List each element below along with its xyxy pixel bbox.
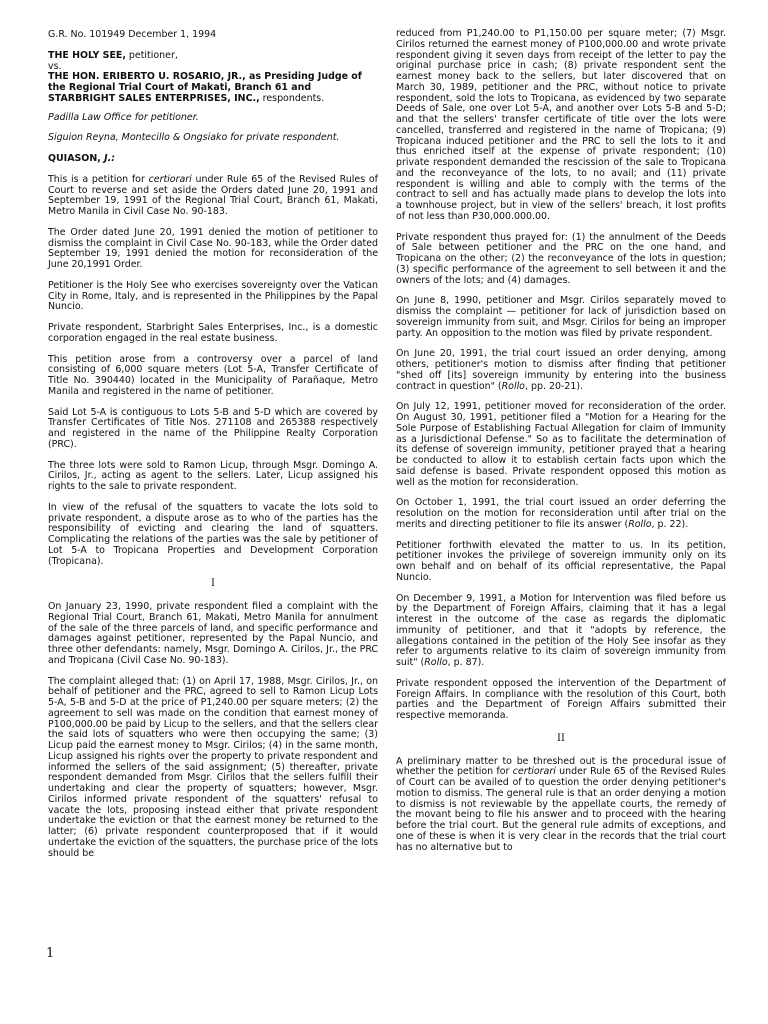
paragraph: The Order dated June 20, 1991 denied the motion of petitioner to dismiss the complaint in Civil Case No. 90-183, while the Order dated September 19, 1991 denied the motion for reconsideration of the June 20,1991 Order. bbox=[48, 226, 378, 270]
text-run: On October 1, 1991, the trial court issued an order deferring the resolution on the motion for reconsideration until after trial on the merits and directing petitioner to file its answer ( bbox=[396, 497, 726, 530]
case-caption bbox=[48, 51, 378, 105]
text-run: , pp. 20-21). bbox=[524, 380, 584, 392]
counsel-petitioner: Padilla Law Office for petitioner. bbox=[48, 111, 199, 123]
paragraph: Private respondent opposed the intervention of the Department of Foreign Affairs. In compliance with the resolution of this Court, both parties and the Department of Foreign Affairs submitted their respective memoranda. bbox=[396, 677, 726, 721]
paragraph: Private respondent, Starbright Sales Enterprises, Inc., is a domestic corporation engaged in the real estate business. bbox=[48, 322, 378, 344]
paragraph bbox=[396, 349, 726, 392]
paragraph: reduced from P1,240.00 to P1,150.00 per square meter; (7) Msgr. Cirilos returned the earnest money of P100,000.00 and wrote private respondent giving it seven days from receipt of the letter to pay the original purchase price in cash; (8) private respondent sent the earnest money back to the sellers, but later discovered that on March 30, 1989, petitioner and the PRC, without notice to private respondent, sold the lots to Tropicana, as evidenced by two separate Deeds of Sale, one over Lot 5-A, and another over Lots 5-B and 5-D; and that the sellers' transfer certificate of title over the lots were cancelled, transferred and registered in the name of Tropicana; (9) Tropicana induced petitioner and the PRC to sell the lots to it and thus enriched itself at the expense of private respondent; (10) private respondent demanded the rescission of the sale to Tropicana and the reconveyance of the lots, to no avail; and (11) private respondent is willing and able to comply with the terms of the contract to sell and has actually made plans to develop the lots into a townhouse project, but in view of the sellers' breach, it lost profits of not less than P30,000.000.00. bbox=[396, 28, 726, 222]
respondent-names: THE HON. ERIBERTO U. ROSARIO, JR., as Presiding Judge of the Regional Trial Court of Makati, Branch 61 and STARBRIGHT SALES ENTERPRISES, INC., bbox=[48, 71, 362, 104]
text-run: , p. 22). bbox=[651, 518, 689, 530]
paragraph: Private respondent thus prayed for: (1) the annulment of the Deeds of Sale between petitioner and the PRC on the one hand, and Tropicana on the other; (2) the reconveyance of the lots in question; (3) specific performance of the agreement to sell between it and the owners of the lots; and (4) damages. bbox=[396, 231, 726, 286]
left-column bbox=[48, 30, 378, 869]
text-run: On June 20, 1991, the trial court issued an order denying, among others, petitioner's motion to dismiss after finding that petitioner "shed off [its] sovereign immunity by entering into the business contract in question" ( bbox=[396, 348, 726, 392]
ponente bbox=[48, 154, 378, 165]
ponente-suffix: J.: bbox=[104, 153, 115, 164]
paragraph: Petitioner is the Holy See who exercises sovereignty over the Vatican City in Rome, Italy, and is represented in the Philippines by the Papal Nuncio. bbox=[48, 279, 378, 313]
text-run: under Rule 65 of the Revised Rules of Court can be availed of to question the order denying petitioner's motion to dismiss. The general rule is that an order denying a motion to dismiss is not reviewable by the appellate courts, the remedy of the movant being to file his answer and to proceed with the hearing before the trial court. But the general rule admits of exceptions, and one of these is when it is very clear in the records that the trial court has no alternative but to bbox=[396, 766, 726, 853]
paragraph: Said Lot 5-A is contiguous to Lots 5-B and 5-D which are covered by Transfer Certificates of Title Nos. 271108 and 265388 respectively and registered in the name of the Philippine Realty Corporation (PRC). bbox=[48, 406, 378, 450]
italic-term: Rollo bbox=[424, 657, 448, 668]
text-run: A preliminary matter to be threshed out is the procedural issue of whether the petition for bbox=[396, 755, 726, 778]
petitioner-role: petitioner, bbox=[125, 49, 178, 61]
text-run: This is a petition for bbox=[48, 173, 149, 185]
paragraph bbox=[396, 594, 726, 669]
right-column bbox=[396, 29, 726, 863]
paragraph: The three lots were sold to Ramon Licup, through Msgr. Domingo A. Cirilos, Jr., acting as agent to the sellers. Later, Licup assigned his rights to the sale to private respondent. bbox=[48, 459, 378, 492]
section-heading: II bbox=[557, 732, 565, 744]
versus: vs. bbox=[48, 60, 62, 72]
page-number: 1 bbox=[46, 946, 55, 961]
paragraph: Petitioner forthwith elevated the matter to us. In its petition, petitioner invokes the privilege of sovereign immunity only on its own behalf and on behalf of its official representative, the Papal Nuncio. bbox=[396, 539, 726, 583]
text-run: under Rule 65 of the Revised Rules of Court to reverse and set aside the Orders dated June 20, 1991 and September 19, 1991 of the Regional Trial Court, Branch 61, Makati, Metro Manila in Civil Case No. 90-183. bbox=[48, 173, 379, 217]
italic-term: certiorari bbox=[148, 173, 192, 185]
section-heading: I bbox=[211, 578, 215, 590]
paragraph: On July 12, 1991, petitioner moved for reconsideration of the order. On August 30, 1991, petitioner filed a "Motion for a Hearing for the Sole Purpose of Establishing Factual Allegation for claim of Immunity as a Jurisdictional Defense." So as to facilitate the determination of its defense of sovereign immunity, petitioner prayed that a hearing be conducted to allow it to establish certain facts upon which the said defense is based. Private respondent opposed this motion as well as the motion for reconsideration. bbox=[396, 401, 726, 488]
paragraph bbox=[48, 175, 378, 218]
paragraph: In view of the refusal of the squatters to vacate the lots sold to private respondent, a dispute arose as to who of the parties has the responsibility of evicting and clearing the land of squatters. Complicating the relations of the parties was the sale by petitioner of Lot 5-A to Tropicana Properties and Development Corporation (Tropicana). bbox=[48, 501, 378, 567]
paragraph bbox=[396, 498, 726, 530]
respondent-role: respondents. bbox=[259, 92, 325, 104]
counsel-respondent: Siguion Reyna, Montecillo & Ongsiako for private respondent. bbox=[48, 132, 340, 144]
text-run: , p. 87). bbox=[447, 657, 485, 668]
case-number: G.R. No. 101949 December 1, 1994 bbox=[48, 29, 217, 40]
paragraph: This petition arose from a controversy over a parcel of land consisting of 6,000 square meters (Lot 5-A, Transfer Certificate of Title No. 390440) located in the Municipality of Parañaque, Metro Manila and registered in the name of petitioner. bbox=[48, 353, 378, 397]
paragraph: On June 8, 1990, petitioner and Msgr. Cirilos separately moved to dismiss the complaint — petitioner for lack of jurisdiction based on sovereign immunity from suit, and Msgr. Cirilos for being an improper party. An opposition to the motion was filed by private respondent. bbox=[396, 295, 726, 339]
ponente-name: QUIASON, bbox=[48, 153, 101, 164]
paragraph: On January 23, 1990, private respondent filed a complaint with the Regional Trial Court, Branch 61, Makati, Metro Manila for annulment of the sale of the three parcels of land, and specific performance and damages against petitioner, represented by the Papal Nuncio, and three other defendants: namely, Msgr. Domingo A. Cirilos, Jr., the PRC and Tropicana (Civil Case No. 90-183). bbox=[48, 601, 378, 666]
text-run: On December 9, 1991, a Motion for Intervention was filed before us by the Department of Foreign Affairs, claiming that it has a legal interest in the outcome of the case as regards the diplomatic immunity of petitioner, and that it "adopts by reference, the allegations contained in the petition of the Holy See insofar as they refer to arguments relative to its claim of sovereign immunity from suit" ( bbox=[396, 592, 726, 668]
petitioner-name: THE HOLY SEE, bbox=[48, 49, 126, 61]
paragraph: The complaint alleged that: (1) on April 17, 1988, Msgr. Cirilos, Jr., on behalf of petitioner and the PRC, agreed to sell to Ramon Licup Lots 5-A, 5-B and 5-D at the price of P1,240.00 per square meters; (2) the agreement to sell was made on the condition that earnest money of P100,000.00 be paid by Licup to the sellers, and that the sellers clear the said lots of squatters who were then occupying the same; (3) Licup paid the earnest money to Msgr. Cirilos; (4) in the same month, Licup assigned his rights over the property to private respondent and informed the sellers of the said assignment; (5) thereafter, private respondent demanded from Msgr. Cirilos that the sellers fulfill their undertaking and clear the property of squatters; however, Msgr. Cirilos informed private respondent of the squatters' refusal to vacate the lots, proposing instead either that private respondent undertake the eviction or that the earnest money be returned to the latter; (6) private respondent counterproposed that if it would undertake the eviction of the squatters, the purchase price of the lots should be bbox=[48, 675, 378, 859]
paragraph bbox=[396, 757, 726, 854]
italic-term: Rollo bbox=[628, 518, 652, 530]
italic-term: Rollo bbox=[501, 380, 525, 392]
italic-term: certiorari bbox=[512, 766, 556, 778]
